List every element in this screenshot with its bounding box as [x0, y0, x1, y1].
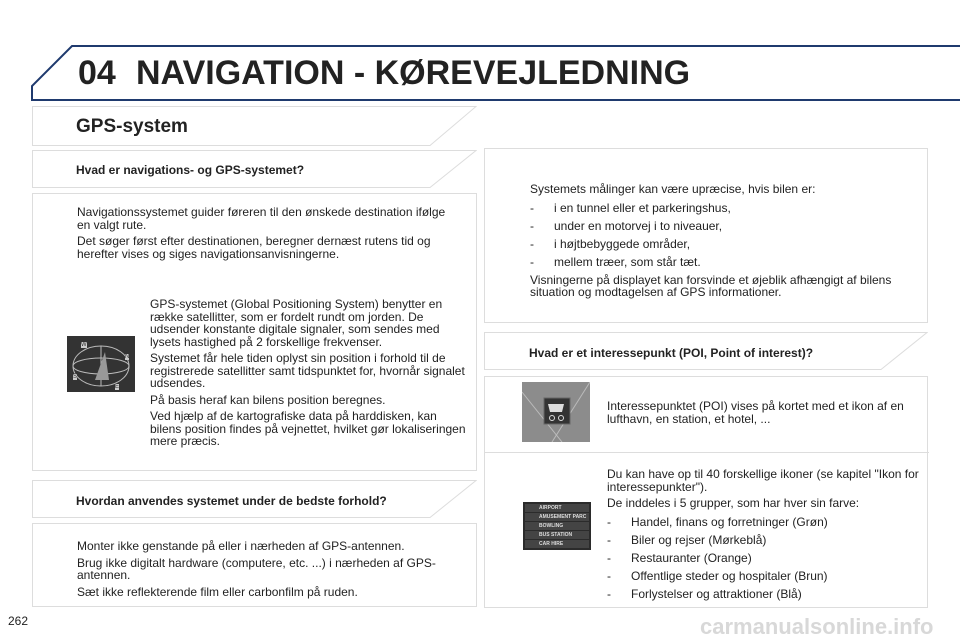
- poi-menu-item: BUS STATION: [525, 531, 589, 539]
- poi-menu-item: BOWLING: [525, 522, 589, 530]
- chapter-title: NAVIGATION - KØREVEJLEDNING: [136, 54, 691, 92]
- poi-menu-item: CAR HIRE: [525, 540, 589, 548]
- gps-info-box: [32, 193, 477, 471]
- heading-bar-2: [32, 480, 477, 518]
- accuracy-box: [484, 148, 928, 323]
- heading-bar-1: [32, 150, 477, 188]
- poi-box: [484, 376, 928, 608]
- section-title: GPS-system: [76, 116, 188, 137]
- best-conditions-box: [32, 523, 477, 607]
- list-item: - Offentlige steder og hospitaler (Brun): [607, 568, 828, 583]
- watermark: carmanualsonline.info: [700, 614, 934, 639]
- heading-3: Hvad er et interessepunkt (POI, Point of interest)?: [529, 346, 814, 360]
- poi-menu-item: AIRPORT: [525, 504, 589, 512]
- paragraph: På basis heraf kan bilens position beregnes.: [150, 392, 386, 407]
- section-title-bar: [32, 106, 477, 146]
- paragraph: Navigationssystemet guider føreren til den ønskede destination ifølge en valgt rute.: [77, 205, 446, 232]
- page-number: 262: [8, 614, 29, 628]
- paragraph: De inddeles i 5 grupper, som har hver sin farve:: [607, 496, 860, 510]
- paragraph: Det søger først efter destinationen, beregner dernæst rutens tid og herefter vises og siges navigationsanvisningerne.: [77, 234, 431, 261]
- chapter-number: 04: [78, 54, 116, 92]
- heading-2: Hvordan anvendes systemet under de bedste forhold?: [76, 494, 387, 508]
- paragraph: Monter ikke genstande på eller i nærheden af GPS-antennen.: [77, 539, 405, 553]
- list-item: - Handel, finans og forretninger (Grøn): [607, 514, 828, 529]
- list-item: - mellem træer, som står tæt.: [530, 254, 701, 269]
- list-item: - i en tunnel eller et parkeringshus,: [530, 200, 731, 215]
- paragraph: Systemets målinger kan være upræcise, hvis bilen er:: [530, 182, 816, 196]
- paragraph: GPS-systemet (Global Positioning System) benytter en række satellitter, som er fordelt rundt om jorden. De udsender konstante digitale signaler, som sendes med lysets hastighed på 2 forskellige frekvenser.: [150, 297, 443, 349]
- chapter-header: [30, 44, 960, 102]
- paragraph: Sæt ikke reflekterende film eller carbonfilm på ruden.: [77, 584, 358, 599]
- poi-category-menu: [523, 502, 591, 550]
- gps-globe-icon: W N S E: [67, 336, 135, 392]
- paragraph: Ved hjælp af de kartografiske data på harddisken, kan bilens position findes på vejnettet, hvilket gør lokaliseringen mere præcis.: [150, 409, 466, 448]
- poi-menu-item: AMUSEMENT PARC: [525, 513, 589, 521]
- heading-bar-3: [484, 332, 928, 370]
- list-item: - under en motorvej i to niveauer,: [530, 218, 723, 233]
- list-item: - i højtbebyggede områder,: [530, 236, 691, 251]
- heading-1: Hvad er navigations- og GPS-systemet?: [76, 163, 305, 177]
- paragraph: Visningerne på displayet kan forsvinde et øjeblik afhængigt af bilens situation og modtagelsen af GPS informationer.: [530, 272, 892, 299]
- poi-map-icon: [522, 382, 590, 442]
- paragraph: Systemet får hele tiden oplyst sin position i forhold til de registrerede satellitter samt tidspunktet for, hvornår signalet udsendes.: [150, 351, 465, 390]
- paragraph: Brug ikke digitalt hardware (computere, etc. ...) i nærheden af GPS-antennen.: [77, 555, 436, 582]
- list-item: - Biler og rejser (Mørkeblå): [607, 532, 767, 547]
- list-item: - Restauranter (Orange): [607, 550, 752, 565]
- paragraph: Interessepunktet (POI) vises på kortet med et ikon af en lufthavn, en station, et hotel, ...: [607, 399, 904, 426]
- list-item: - Forlystelser og attraktioner (Blå): [607, 586, 802, 601]
- paragraph: Du kan have op til 40 forskellige ikoner (se kapitel "Ikon for interessepunkter").: [607, 467, 919, 494]
